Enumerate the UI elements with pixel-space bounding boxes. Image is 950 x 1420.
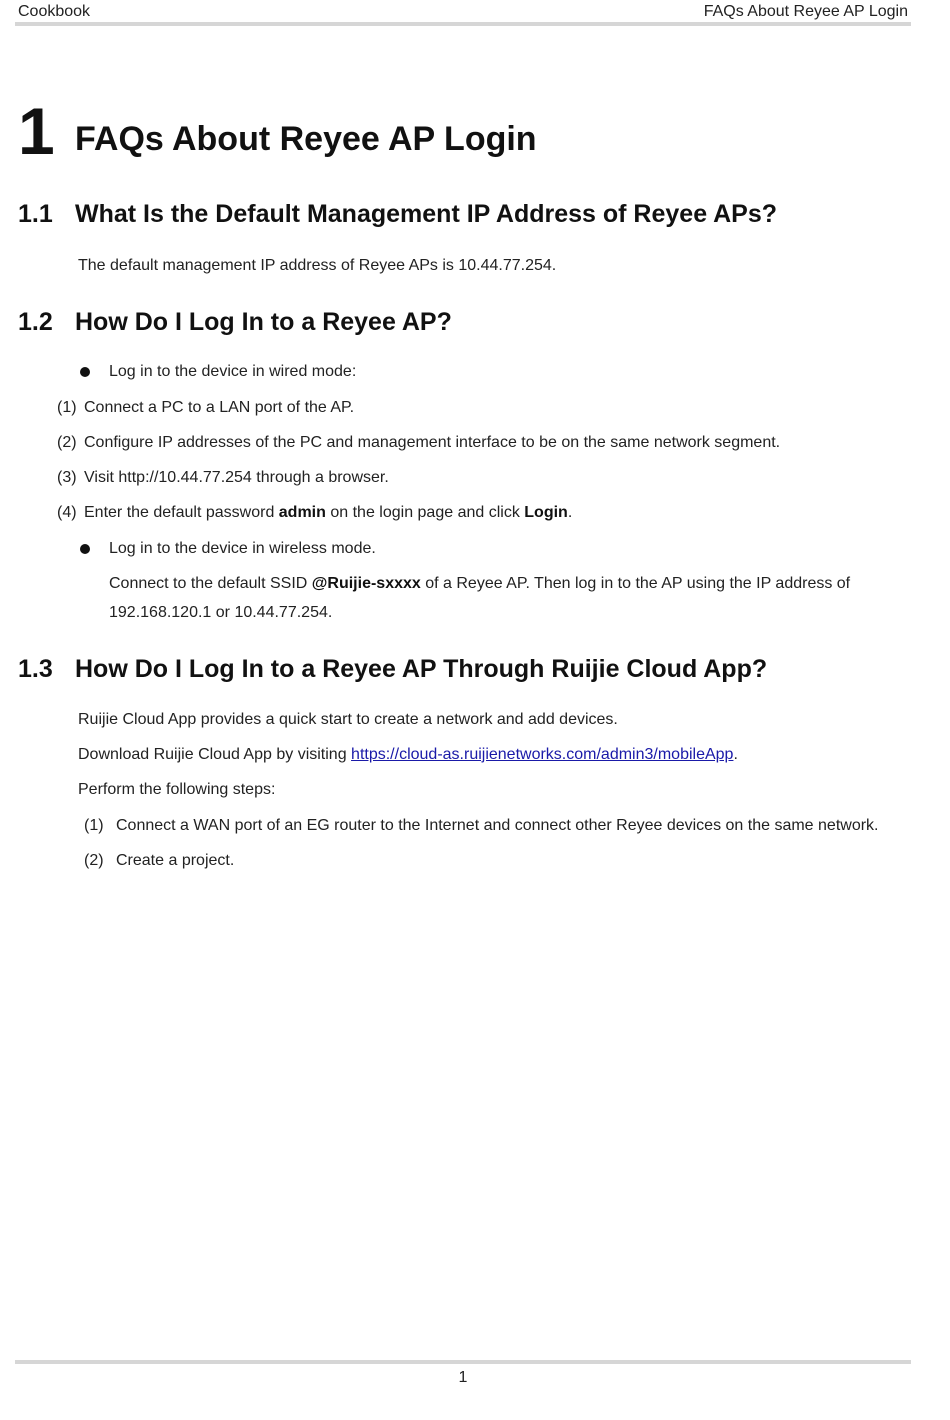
- page-number: 1: [458, 1369, 468, 1386]
- step-number: (3): [57, 469, 77, 486]
- wireless-text-part: Connect to the default SSID: [109, 575, 312, 592]
- step-number: (1): [84, 817, 104, 834]
- default-ssid: @Ruijie-sxxxx: [311, 575, 421, 592]
- section-1-3-title: How Do I Log In to a Reyee AP Through Ruijie Cloud App?: [75, 655, 768, 683]
- section-1-3-number: 1.3: [18, 655, 53, 683]
- section-1-1-title: What Is the Default Management IP Address of Reyee APs?: [75, 200, 778, 228]
- section-1-2-number: 1.2: [18, 308, 53, 336]
- step-number: (2): [57, 434, 77, 451]
- bullet-wireless-text: Log in to the device in wireless mode.: [109, 540, 376, 557]
- section-1-3-download: [78, 746, 738, 764]
- header-left: Cookbook: [18, 3, 91, 20]
- step-number: (1): [57, 399, 77, 416]
- section-1-3-steps-intro: Perform the following steps:: [78, 781, 276, 798]
- step-text-part: .: [567, 504, 573, 521]
- chapter-number: 1: [18, 94, 55, 168]
- chapter-title: FAQs About Reyee AP Login: [75, 120, 537, 158]
- bullet-icon: [80, 367, 90, 377]
- mobile-app-link[interactable]: https://cloud-as.ruijienetworks.com/admin3/mobileApp: [351, 746, 734, 763]
- step-number: (2): [84, 852, 104, 869]
- header-right: FAQs About Reyee AP Login: [703, 3, 908, 20]
- download-text-part: Download Ruijie Cloud App by visiting: [78, 746, 352, 763]
- step-text-part: on the login page and click: [325, 504, 525, 521]
- step-text-part: Enter the default password: [84, 504, 279, 521]
- header-rule: [15, 22, 911, 26]
- download-text-part: .: [733, 746, 738, 763]
- wireless-text-line1: [109, 575, 850, 593]
- wireless-text-line2: 192.168.120.1 or 10.44.77.254.: [109, 604, 333, 621]
- step-text: Create a project.: [116, 852, 235, 869]
- default-password: admin: [278, 504, 326, 521]
- step-text: Configure IP addresses of the PC and management interface to be on the same network segment.: [84, 434, 781, 451]
- login-label: Login: [524, 504, 568, 521]
- step-text-password: [84, 504, 572, 522]
- step-text: Connect a PC to a LAN port of the AP.: [84, 399, 355, 416]
- step-text: Connect a WAN port of an EG router to the Internet and connect other Reyee devices on the same network.: [116, 817, 879, 834]
- bullet-wired-text: Log in to the device in wired mode:: [109, 363, 357, 380]
- step-number: (4): [57, 504, 77, 521]
- section-1-2-title: How Do I Log In to a Reyee AP?: [75, 308, 452, 336]
- section-1-3-intro: Ruijie Cloud App provides a quick start to create a network and add devices.: [78, 711, 618, 728]
- section-1-1-text: The default management IP address of Reyee APs is 10.44.77.254.: [78, 257, 557, 274]
- section-1-1-number: 1.1: [18, 200, 53, 228]
- footer-rule: [15, 1360, 911, 1364]
- wireless-text-part: of a Reyee AP. Then log in to the AP using the IP address of: [420, 575, 851, 592]
- bullet-icon: [80, 544, 90, 554]
- step-text: Visit http://10.44.77.254 through a browser.: [84, 469, 389, 486]
